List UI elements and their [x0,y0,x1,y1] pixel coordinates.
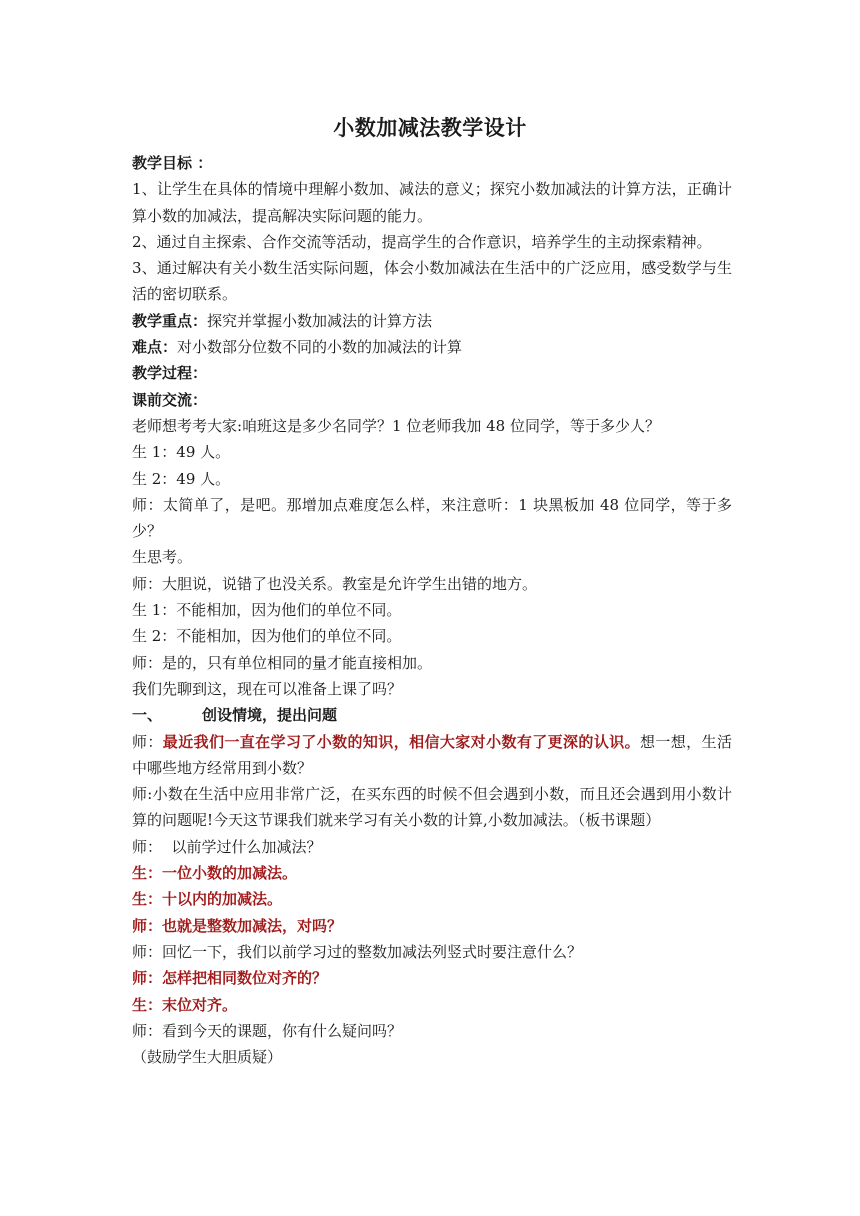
difficulty [132,334,732,360]
section-1-line-8: 师：怎样把相同数位对齐的？ [132,969,328,988]
difficulty-label: 难点： [132,338,178,357]
pre-class-heading: 课前交流： [132,390,208,409]
key-point-text: 探究并掌握小数加减法的计算方法 [207,311,433,330]
section-1-line-2: 师:小数在生活中应用非常广泛，在买东西的时候不但会遇到小数，而且还会遇到用小数计算的问题呢!今天这节课我们就来学习有关小数的计算,小数加减法。（板书课题） [132,785,732,830]
document-body [132,150,732,1070]
goals-heading: 教学目标 ： [132,154,213,172]
dialogue-line: 生 2：49 人。 [132,469,231,488]
key-point-label: 教学重点： [132,311,208,330]
section-1-line-7: 师：回忆一下，我们以前学习过的整数加减法列竖式时要注意什么？ [132,942,583,961]
dialogue-line: 师：太简单了，是吧。那增加点难度怎么样，来注意听：1 块黑板加 48 位同学，等于多少？ [132,495,732,541]
speaker-prefix: 师： [132,732,163,751]
document-title: 小数加减法教学设计 [333,116,527,140]
section-1-line-1 [132,729,732,782]
process-heading: 教学过程： [132,364,208,383]
dialogue-line: 老师想考考大家:咱班这是多少名同学？1 位老师我加 48 位同学，等于多少人？ [132,416,660,435]
section-1-line-10: 师：看到今天的课题，你有什么疑问吗？ [132,1021,403,1040]
goal-item-2: 2、通过自主探索、合作交流等活动，提高学生的合作意识，培养学生的主动探索精神。 [132,232,712,251]
section-1-heading [132,702,732,728]
dialogue-line: 师：是的，只有单位相同的量才能直接相加。 [132,653,433,672]
key-point [132,308,732,334]
section-1-line-6: 师：也就是整数加减法，对吗？ [132,916,343,935]
dialogue-line: 生思考。 [132,548,193,567]
dialogue-line: 生 2：不能相加，因为他们的单位不同。 [132,627,402,646]
goal-item-3: 3、通过解决有关小数生活实际问题，体会小数加减法在生活中的广泛应用，感受数学与生活的密切联系。 [132,259,732,304]
section-1-line-9: 生：末位对齐。 [132,995,238,1014]
dialogue-line: 师：大胆说，说错了也没关系。教室是允许学生出错的地方。 [132,574,538,593]
dialogue-line: 生 1：不能相加，因为他们的单位不同。 [132,601,402,620]
section-1-title: 创设情境，提出问题 [202,706,338,725]
section-1-line-3: 师： 以前学过什么加减法？ [132,837,322,856]
section-1-line-11: （鼓励学生大胆质疑） [132,1048,283,1067]
highlighted-text: 最近我们一直在学习了小数的知识，相信大家对小数有了更深的认识。 [162,732,640,751]
dialogue-line: 生 1：49 人。 [132,443,231,462]
dialogue-line: 我们先聊到这，现在可以准备上课了吗？ [132,679,403,698]
difficulty-text: 对小数部分位数不同的小数的加减法的计算 [177,338,463,357]
section-1-line-5: 生：十以内的加减法。 [132,890,283,909]
plain-text: 想一想，生活中哪些地方经常用到小数？ [132,732,732,777]
section-1-number: 一、 [132,706,163,725]
goal-item-1: 1、让学生在具体的情境中理解小数加、减法的意义；探究小数加减法的计算方法，正确计算小数的加减法，提高解决实际问题的能力。 [132,180,732,225]
section-1-line-4: 生：一位小数的加减法。 [132,864,298,883]
